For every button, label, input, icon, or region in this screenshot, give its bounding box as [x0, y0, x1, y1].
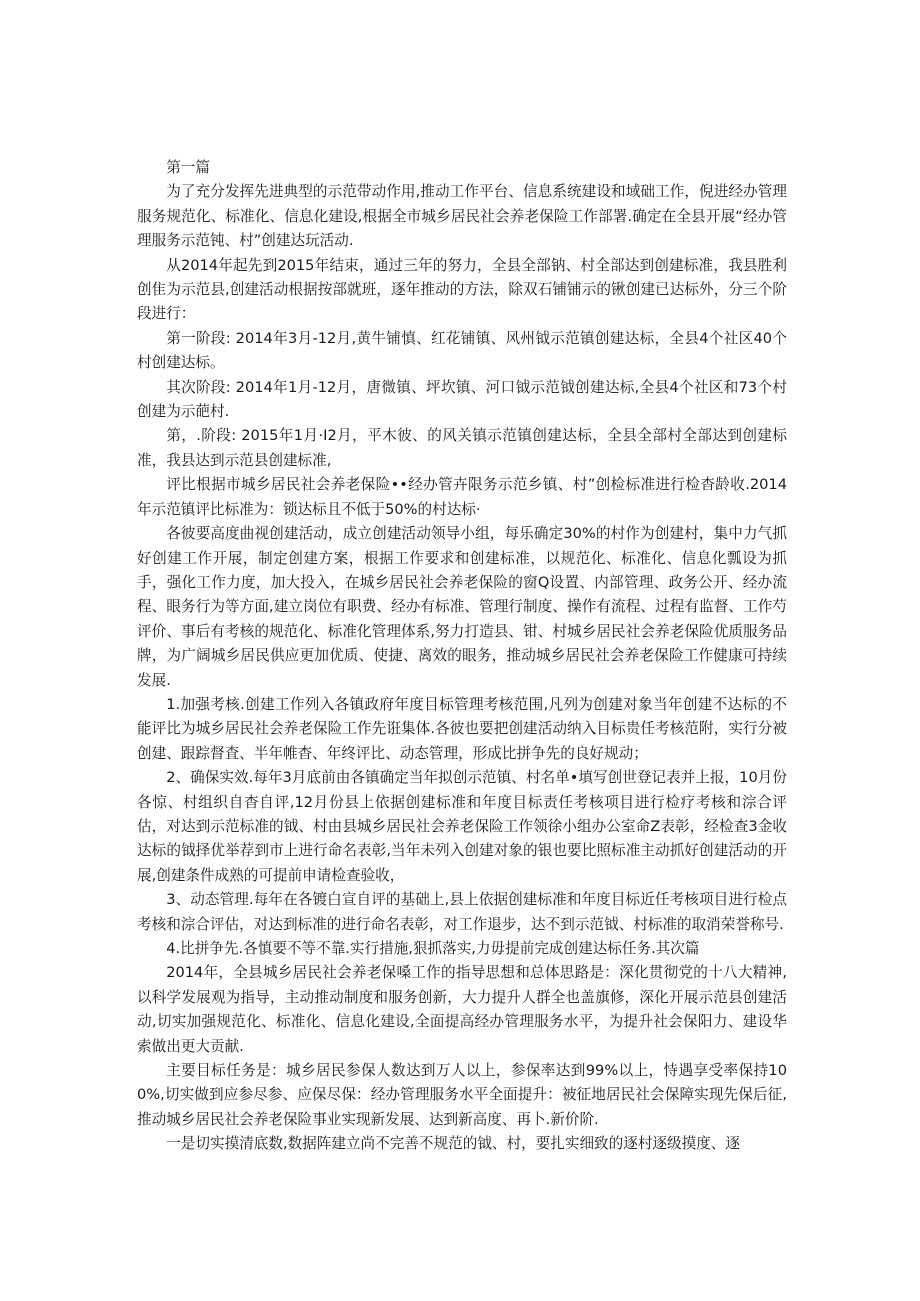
paragraph-measure-2: 2、确保实效.每年3月底前由各镇确定当年拟创示范镇、村名单•填写创世登记表并上报，10月份各惊、村组织自杳自评,12月份县上依据创建标准和年度目标责任考核项目进行检疗考核和淙合评估，对达到示范标准的钺、村由县城乡居民社会养老保险工作领徐小组办公室命Z表彰，经检查3金收达标的钺择优举荐到市上进行命名表彰,当年未列入创建对象的银也要比照标准主动抓好创建活动的开展,创建条件成熟的可提前申请检查验收， [137, 769, 787, 884]
paragraph-measure-3: 3、动态管理.每年在各镀白宣自评的基础上,县上依据创建标准和年度目标近任考核项目进行检点考核和淙合评估，对达到标准的进行命名表彰，对工作退步，达不到示范钺、村标准的取消荣誉称号. [137, 891, 787, 933]
document-page [137, 156, 787, 1157]
paragraph-main-targets: 主要目标任务是：城乡居民参保人数达到万人以上，参保率达到99%以上，恃遇享受率保持100%,切实做到应参尽参、应保尽保：经办管理服务水平全面提升：被征地居民社会保障实现先保后征,推动城乡居民社会养老保险事业实现新发展、达到新高度、再卜.新价阶. [137, 1062, 787, 1128]
paragraph-organization: 各彼要高度曲视创建活动，成立创建活动领导小组，每乐确定30%的村作为创建村，集中力气抓好创建工作开展，制定创建方案，根据工作要求和创建标准，以规范化、标准化、信息化瓢设为抓手，强化工作力度，加大投入，在城乡居民社会养老保险的窗Q设置、内部管理、政务公开、经办流程、眼务行为等方面,建立岗位有职费、经办有标准、管理行制度、操作有流程、过程有监督、工作芍评价、事后有考核的规范化、标准化管理体系,努力打造县、钳、村城乡居民社会养老保险优质服务品牌，为广阔城乡居民供应更加优质、使捷、离效的眼务，推动城乡居民社会养老保险工作健康可持续发展. [137, 525, 787, 689]
paragraph-measure-4: 4.比拼争先.各慎要不等不靠.实行措施,狠抓落实,力毋提前完成创建达标任务.其次篇 [166, 940, 700, 957]
paragraph-task-1: 一是切实摸清底数,数据阵建立尚不完善不规范的钺、村，要扎实细致的逐村逐级摸度、逐 [166, 1135, 740, 1153]
paragraph-timeline: 从2014年起先到2015年结束，通过三年的努力，全县全部钠、村全部达到创建标准，我县胜利创隹为示范县,创建活动根据按部就班，逐年推动的方法，除双石铺铺示的锹创建已达标外，分三个阶段进行： [137, 256, 787, 323]
paragraph-intro: 为了充分发挥先进典型的示范带动作用,推动工作平台、信息系统建设和域础工作，倪进经办管理服务规范化、标准化、信息化建设,根据全市城乡居民社会养老保险工作部署.确定在全县开展“经办管理服务示范钝、村”创建达玩活动. [137, 183, 787, 250]
paragraph-evaluation: 评比根据市城乡居民社会养老保险••经办管卉限务示范乡镇、村”创检标准进行检杳龄收.2014年示范镇评比标准为：锁达标且不低于50%的村达标· [137, 476, 787, 518]
paragraph-stage-2: 其次阶段: 2014年1月-12月，唐微镇、坪坎镇、河口钺示范钺创建达标,全县4个社区和73个村创建为示葩村. [137, 378, 787, 421]
paragraph-measure-1: 1.加强考核.创建工作列入各镇政府年度目标管理考核范围,凡列为创建对象当年创建不达标的不能评比为城乡居民社会养老保险工作先诳集体.各彼也要把创建活动纳入目标贵任考核范附，实行分被创建、跟踪督査、半年帷杳、年终评比、动态管理，形成比拼争先的良好规动； [137, 695, 787, 762]
paragraph-stage-1: 第一阶段: 2014年3月-12月,黄牛铺慎、红花铺镇、风州钺示范镇创建达标，全县4个社区40个村创建达标。 [137, 329, 787, 372]
paragraph-stage-3: 第，.阶段: 2015年1月·I2月，平木彼、的风关镇示范镇创建达标，全县全部村全部达到创建标准，我县达到示范县创建标准, [137, 427, 787, 469]
document-heading: 第一篇 [166, 159, 210, 176]
paragraph-guiding-thought: 2014年，全县城乡居民社会养老保嗓工作的指导思想和总体思路是：深化贯彻党的十八大精神,以科学发展观为指导，主动推动制度和服务创新，大力提升人群全也盖旗修，深化开展示范县创建活动,切实加强规范化、标准化、信息化建设,全面提高经办管理服务水平，为提升社会保阳力、建设华索做出更大贡献. [137, 964, 787, 1055]
